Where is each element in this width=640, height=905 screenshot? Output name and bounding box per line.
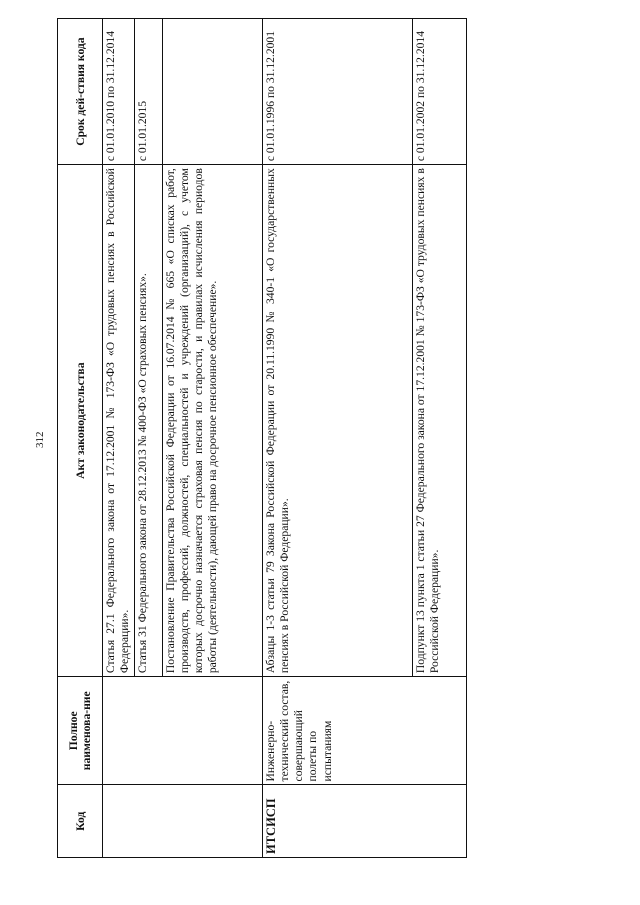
code-cell: ИТСИСП: [262, 785, 466, 858]
term-cell: с 01.01.1996 по 31.12.2001: [262, 19, 412, 165]
table-row: [103, 19, 135, 858]
header-code: Код: [58, 785, 103, 858]
act-cell: Статья 27.1 Федерального закона от 17.12.2001 № 173-ФЗ «О трудовых пенсиях в Российской Федерации».: [103, 165, 135, 677]
code-cell: [103, 785, 263, 858]
page-number: 312: [34, 431, 46, 448]
header-act: Акт законодательства: [58, 165, 103, 677]
act-cell: Абзацы 1-3 статьи 79 Закона Российской Федерации от 20.11.1990 № 340-1 «О государственных пенсиях в Российской Федерации».: [262, 165, 412, 677]
header-name: Полное наименова-ние: [58, 677, 103, 785]
act-cell: Постановление Правительства Российской Федерации от 16.07.2014 № 665 «О списках работ, производств, профессий, должностей, специальностей и учреждений (организаций), с учетом которых досрочно назначается страховая пенсия по старости, и правилах исчисления периодов работы (деятельности), дающей право на досрочное пенсионное обеспечение».: [162, 165, 262, 677]
term-cell: с 01.01.2015: [134, 19, 162, 165]
rotated-table-container: [57, 18, 467, 858]
term-cell: с 01.01.2010 по 31.12.2014: [103, 19, 135, 165]
name-cell: Инженерно-технический состав, совершающий полеты по испытаниям: [262, 677, 466, 785]
name-cell: [103, 677, 263, 785]
table-header-row: [58, 19, 103, 858]
codes-table: [57, 18, 467, 858]
act-cell: Статья 31 Федерального закона от 28.12.2013 № 400-ФЗ «О страховых пенсиях».: [134, 165, 162, 677]
act-cell: Подпункт 13 пункта 1 статьи 27 Федерального закона от 17.12.2001 № 173-ФЗ «О трудовых пенсиях в Российской Федерации».: [412, 165, 466, 677]
header-term: Срок дей-ствия кода: [58, 19, 103, 165]
term-cell: с 01.01.2002 по 31.12.2014: [412, 19, 466, 165]
table-row: [262, 19, 412, 858]
term-cell: [162, 19, 262, 165]
